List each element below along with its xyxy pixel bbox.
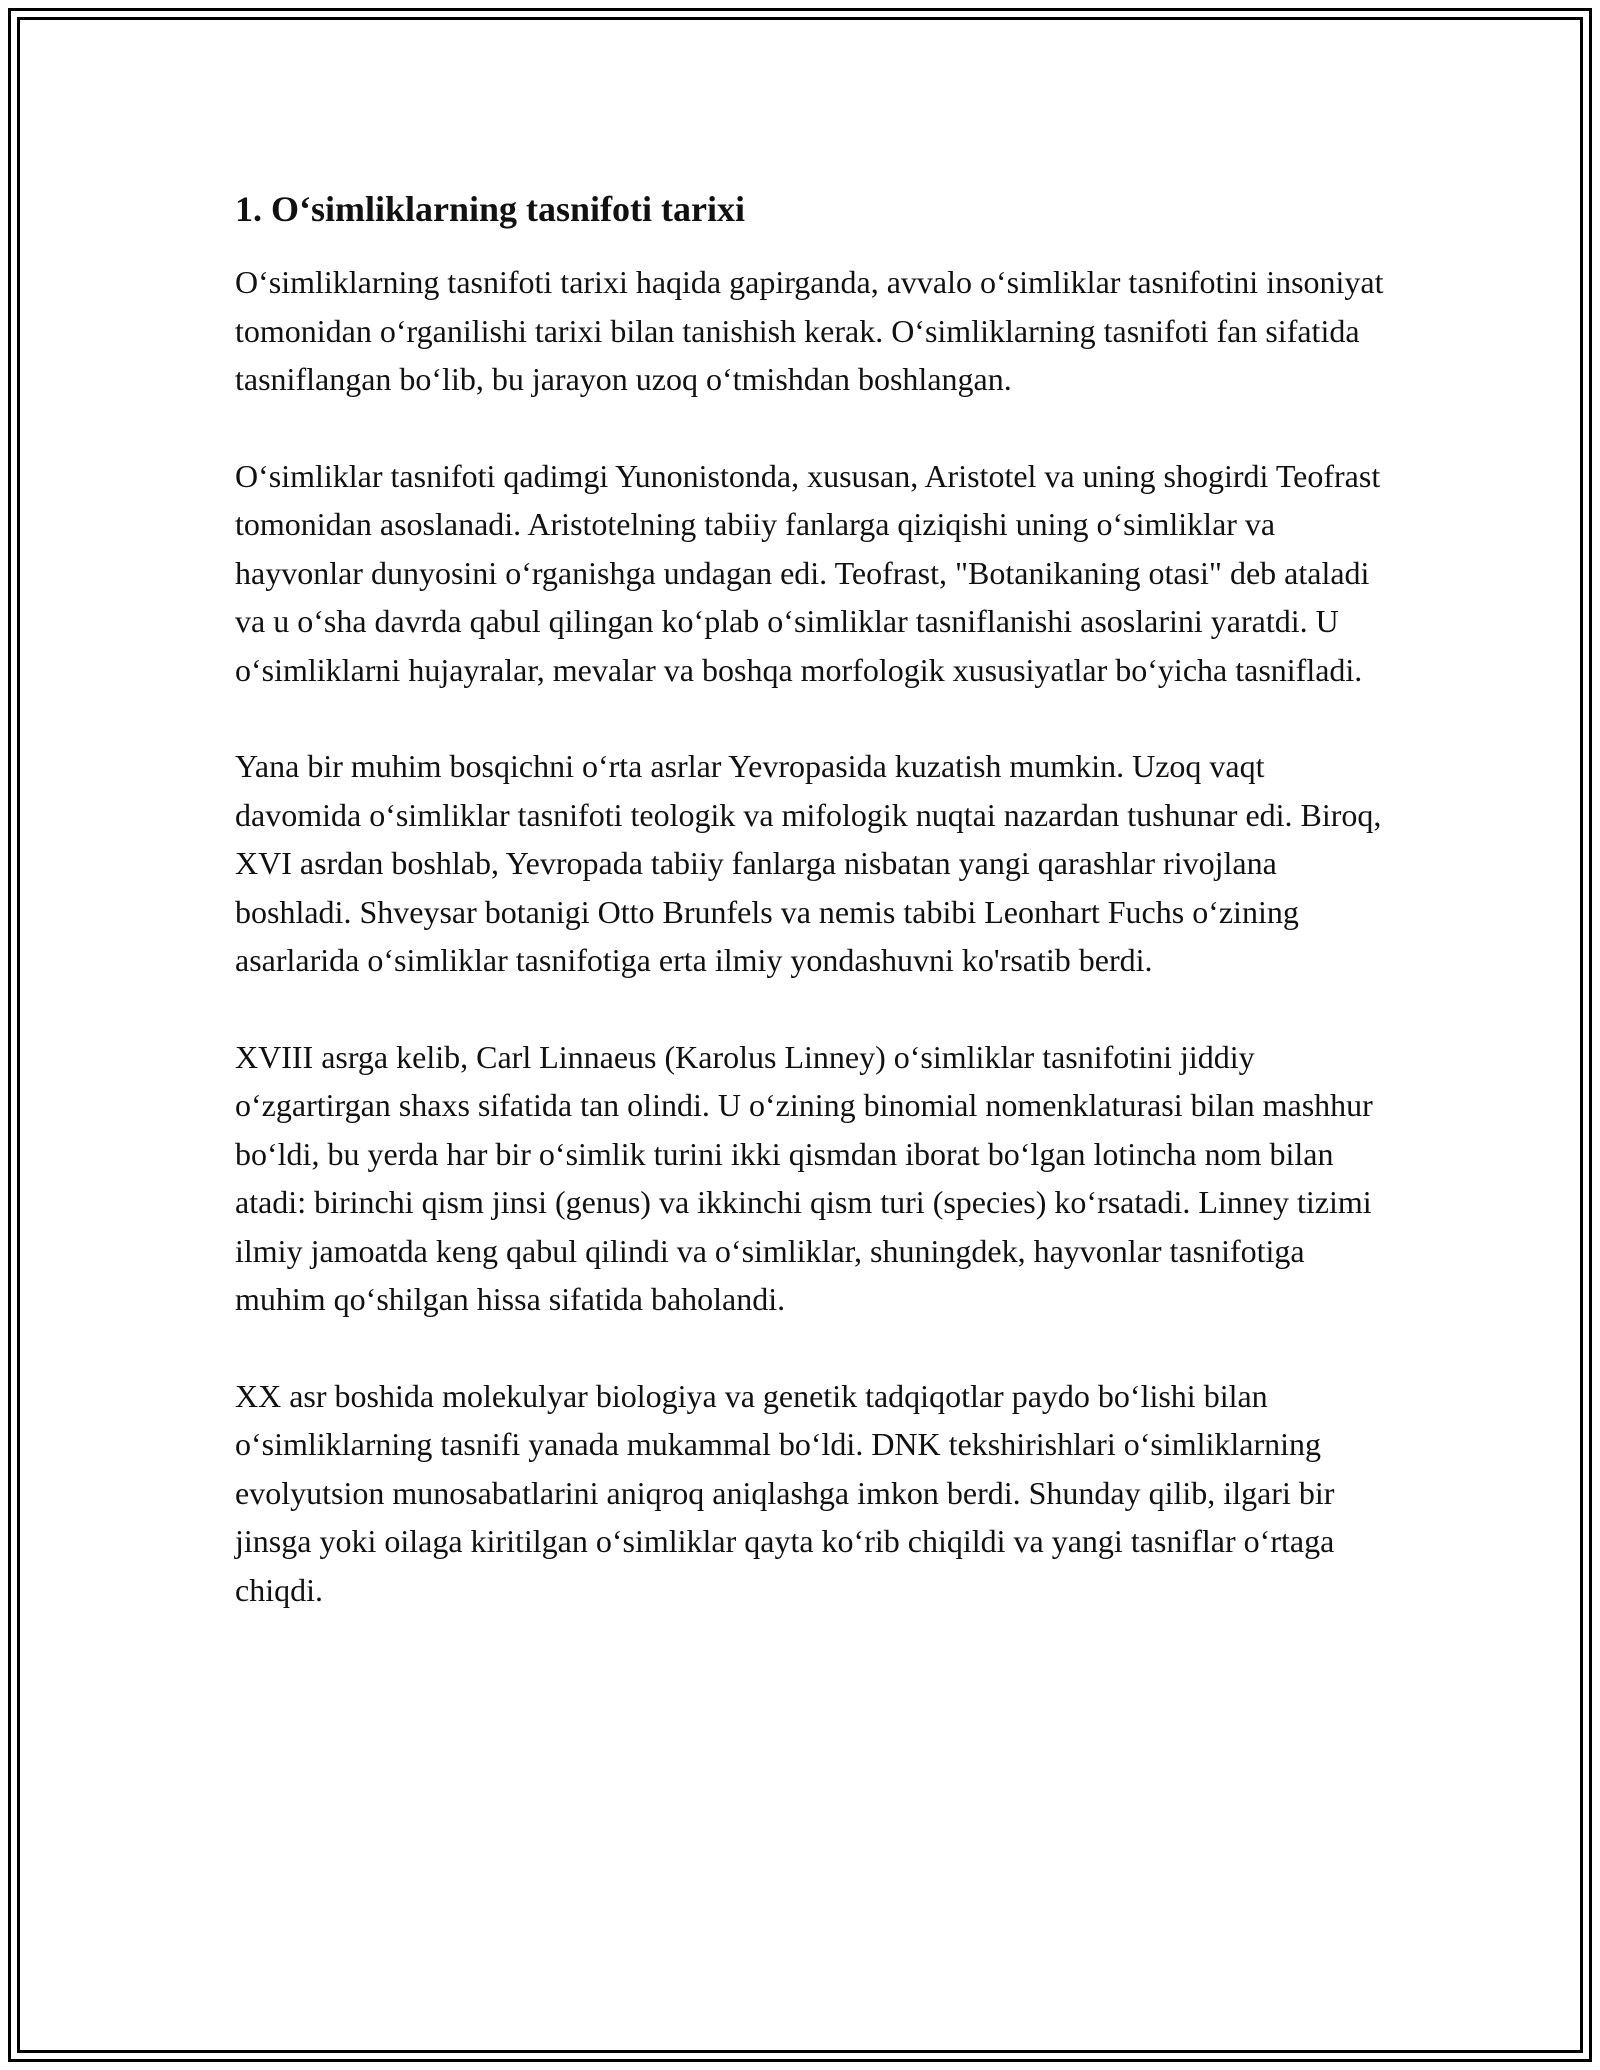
paragraph-4: XVIII asrga kelib, Carl Linnaeus (Karolus Linney) o‘simliklar tasnifotini jiddiy o‘zgartirgan shaxs sifatida tan olindi. U o‘zining binomial nomenklaturasi bilan mashhur bo‘ldi, bu yerda har bir o‘simlik turini ikki qismdan iborat bo‘lgan lotincha nom bilan atadi: birinchi qism jinsi (genus) va ikkinchi qism turi (species) ko‘rsatadi. Linney tizimi ilmiy jamoatda keng qabul qilindi va o‘simliklar, shuningdek, hayvonlar tasnifotiga muhim qo‘shilgan hissa sifatida baholandi. <box>235 1038 1373 1317</box>
document-body <box>235 186 1385 1662</box>
section-heading: 1. O‘simliklarning tasnifoti tarixi <box>235 189 746 229</box>
paragraph-5: XX asr boshida molekulyar biologiya va genetik tadqiqotlar paydo bo‘lishi bilan o‘simliklarning tasnifi yanada mukammal bo‘ldi. DNK tekshirishlari o‘simliklarning evolyutsion munosabatlarini aniqroq aniqlashga imkon berdi. Shunday qilib, ilgari bir jinsga yoki oilaga kiritilgan o‘simliklar qayta ko‘rib chiqildi va yangi tasniflar o‘rtaga chiqdi. <box>235 1377 1335 1608</box>
paragraph-3: Yana bir muhim bosqichni o‘rta asrlar Yevropasida kuzatish mumkin. Uzoq vaqt davomida o‘simliklar tasnifoti teologik va mifologik nuqtai nazardan tushunar edi. Biroq, XVI asrdan boshlab, Yevropada tabiiy fanlarga nisbatan yangi qarashlar rivojlana boshladi. Shveysar botanigi Otto Brunfels va nemis tabibi Leonhart Fuchs o‘zining asarlarida o‘simliklar tasnifotiga erta ilmiy yondashuvni ko'rsatib berdi. <box>235 748 1382 978</box>
paragraph-1: O‘simliklarning tasnifoti tarixi haqida gapirganda, avvalo o‘simliklar tasnifotini insoniyat tomonidan o‘rganilishi tarixi bilan tanishish kerak. O‘simliklarning tasnifoti fan sifatida tasniflangan bo‘lib, bu jarayon uzoq o‘tmishdan boshlangan. <box>235 264 1384 397</box>
paragraph-2: O‘simliklar tasnifoti qadimgi Yunonistonda, xususan, Aristotel va uning shogirdi Teofrast tomonidan asoslanadi. Aristotelning tabiiy fanlarga qiziqishi uning o‘simliklar va hayvonlar dunyosini o‘rganishga undagan edi. Teofrast, "Botanikaning otasi" deb ataladi va u o‘sha davrda qabul qilingan ko‘plab o‘simliklar tasniflanishi asoslarini yaratdi. U o‘simliklarni hujayralar, mevalar va boshqa morfologik xususiyatlar bo‘yicha tasnifladi. <box>235 457 1381 688</box>
